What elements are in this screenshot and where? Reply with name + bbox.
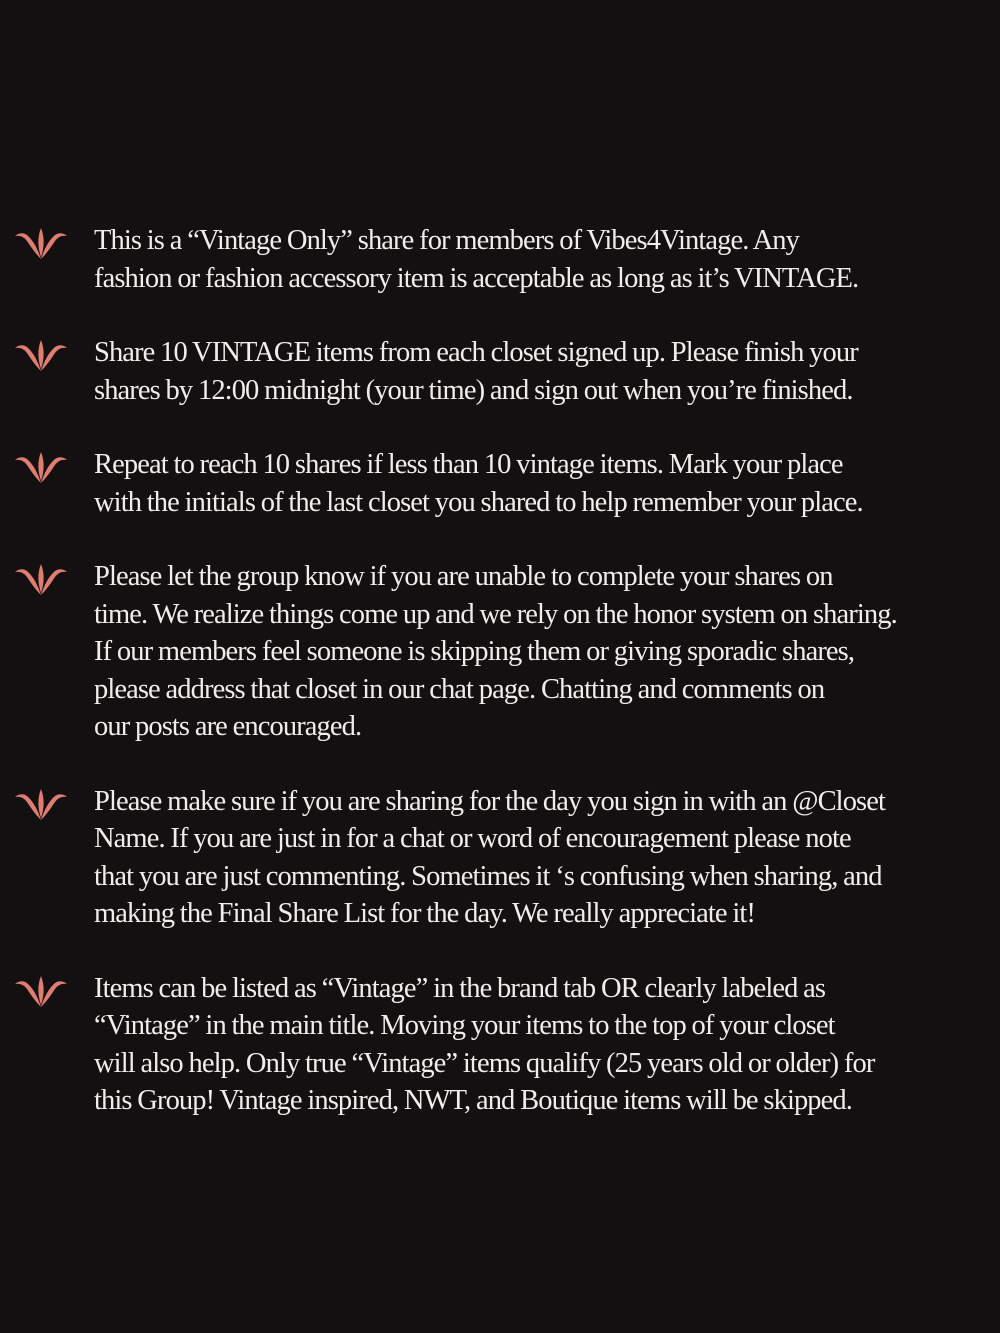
rule-line: will also help. Only true “Vintage” items qualify (25 years old or older) for [94, 1047, 875, 1079]
rule-line: Items can be listed as “Vintage” in the brand tab OR clearly labeled as [94, 972, 826, 1004]
rule-item [0, 334, 1000, 409]
rule-line: Share 10 VINTAGE items from each closet signed up. Please finish your [94, 337, 858, 368]
rule-line: “Vintage” in the main title. Moving your items to the top of your closet [94, 1010, 835, 1041]
rule-line: shares by 12:00 midnight (your time) and sign out when you’re finished. [94, 374, 853, 406]
fleur-tulip-icon [14, 450, 68, 484]
fleur-tulip-icon [14, 338, 68, 372]
rule-item [0, 558, 1000, 746]
rule-item [0, 783, 1000, 933]
rule-text [94, 970, 986, 1120]
rule-line: this Group! Vintage inspired, NWT, and Boutique items will be skipped. [94, 1085, 852, 1116]
rule-text [94, 334, 986, 409]
rules-list [0, 222, 1000, 1157]
rule-line: Please make sure if you are sharing for the day you sign in with an @Closet [94, 785, 886, 817]
rule-line: our posts are encouraged. [94, 711, 362, 742]
fleur-tulip-icon [14, 562, 68, 596]
fleur-tulip-icon [14, 226, 68, 260]
rule-line: Name. If you are just in for a chat or word of encouragement please note [94, 823, 851, 854]
rule-line: Repeat to reach 10 shares if less than 10 vintage items. Mark your place [94, 449, 843, 480]
rule-item [0, 446, 1000, 521]
rule-text [94, 446, 986, 521]
rule-line: This is a “Vintage Only” share for members of Vibes4Vintage. Any [94, 225, 800, 256]
rule-text [94, 783, 986, 933]
rule-line: If our members feel someone is skipping them or giving sporadic shares, [94, 636, 855, 667]
rule-line: making the Final Share List for the day. We really appreciate it! [94, 898, 755, 929]
fleur-tulip-icon [14, 787, 68, 821]
rule-line: that you are just commenting. Sometimes it ‘s confusing when sharing, and [94, 860, 882, 892]
rule-item [0, 970, 1000, 1120]
rule-text [94, 222, 986, 297]
rule-line: please address that closet in our chat page. Chatting and comments on [94, 673, 825, 705]
fleur-tulip-icon [14, 974, 68, 1008]
rule-text [94, 558, 986, 746]
rule-line: time. We realize things come up and we rely on the honor system on sharing. [94, 598, 897, 630]
rule-line: with the initials of the last closet you shared to help remember your place. [94, 486, 863, 518]
rule-line: Please let the group know if you are unable to complete your shares on [94, 561, 833, 592]
rule-item [0, 222, 1000, 297]
rule-line: fashion or fashion accessory item is acceptable as long as it’s VINTAGE. [94, 262, 859, 294]
